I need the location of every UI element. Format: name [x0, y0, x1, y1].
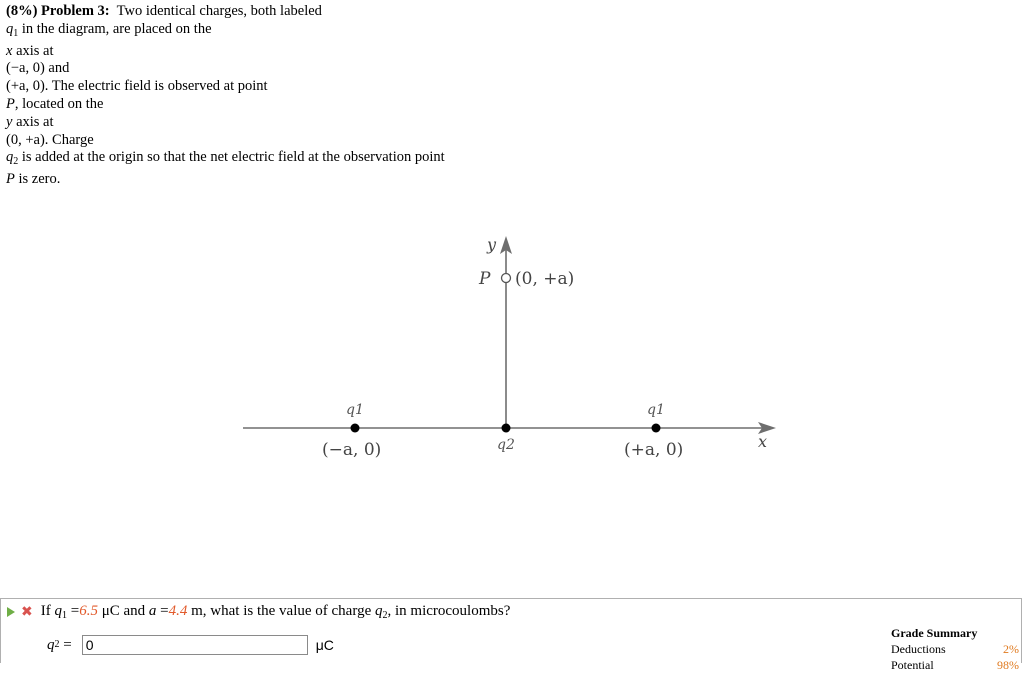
problem-line-5: (+a, 0). The electric field is observed at point	[6, 78, 268, 95]
problem-line-3: axis at	[16, 42, 54, 59]
problem-line-6: , located on the	[14, 95, 104, 112]
q1-given-value: 6.5	[79, 603, 98, 619]
right-charge-dot	[652, 424, 661, 433]
question-text: ✖ If $q_1 =6.5$ μC and a =4.4 m, what is the value of charge $q_2$, in microcoulombs?	[7, 601, 510, 626]
a-given-value: 4.4	[168, 603, 188, 619]
problem-weight: (8%)	[6, 3, 38, 19]
answer-row: q 2 = 0 μC	[47, 635, 334, 655]
incorrect-icon: ✖	[21, 603, 33, 620]
left-charge-coord: (−a, 0)	[322, 440, 382, 460]
problem-title: Problem 3:	[41, 3, 110, 19]
problem-line-8: (0, +a). Charge	[6, 131, 94, 148]
problem-statement: (8%) Problem 3: Two identical charges, both labeled $q_1$ in the diagram, are placed on the x axis at (−a, 0) and (+a, 0). The electric field is observed at point P, located on the y axis at (0, +a). Charge $q_2$ is added at the origin so that the net electric field at the observation point P is zero.	[6, 3, 445, 188]
left-charge-dot	[351, 424, 360, 433]
point-p-marker	[502, 274, 511, 283]
problem-line-10: is zero.	[18, 171, 61, 188]
problem-line-7: axis at	[16, 113, 54, 130]
center-charge-label: q2	[497, 437, 515, 453]
grade-summary	[891, 625, 1019, 673]
deductions-row: Deductions 2%	[891, 642, 1019, 656]
x-axis-label: x	[758, 432, 768, 451]
y-axis-label: y	[487, 235, 497, 254]
play-icon[interactable]	[7, 607, 15, 617]
center-charge-dot	[502, 424, 511, 433]
point-p-label: P	[479, 269, 491, 289]
problem-line-9: is added at the origin so that the net electric field at the observation point	[21, 149, 445, 166]
right-charge-label: q1	[647, 402, 665, 418]
answer-unit: μC	[315, 637, 334, 653]
problem-line-1: Two identical charges, both labeled	[116, 3, 322, 19]
potential-value: 98%	[997, 658, 1019, 672]
deductions-value: 2%	[1003, 642, 1019, 656]
answer-input[interactable]	[82, 635, 308, 655]
right-charge-coord: (+a, 0)	[624, 440, 684, 460]
left-charge-label: q1	[346, 402, 364, 418]
problem-line-4: (−a, 0) and	[6, 60, 70, 77]
question-panel	[0, 598, 1022, 672]
potential-row: Potential 98%	[891, 658, 1019, 672]
grade-summary-title: Grade Summary	[891, 626, 978, 640]
problem-line-2: in the diagram, are placed on the	[21, 20, 212, 37]
point-p-coord: (0, +a)	[515, 269, 575, 289]
